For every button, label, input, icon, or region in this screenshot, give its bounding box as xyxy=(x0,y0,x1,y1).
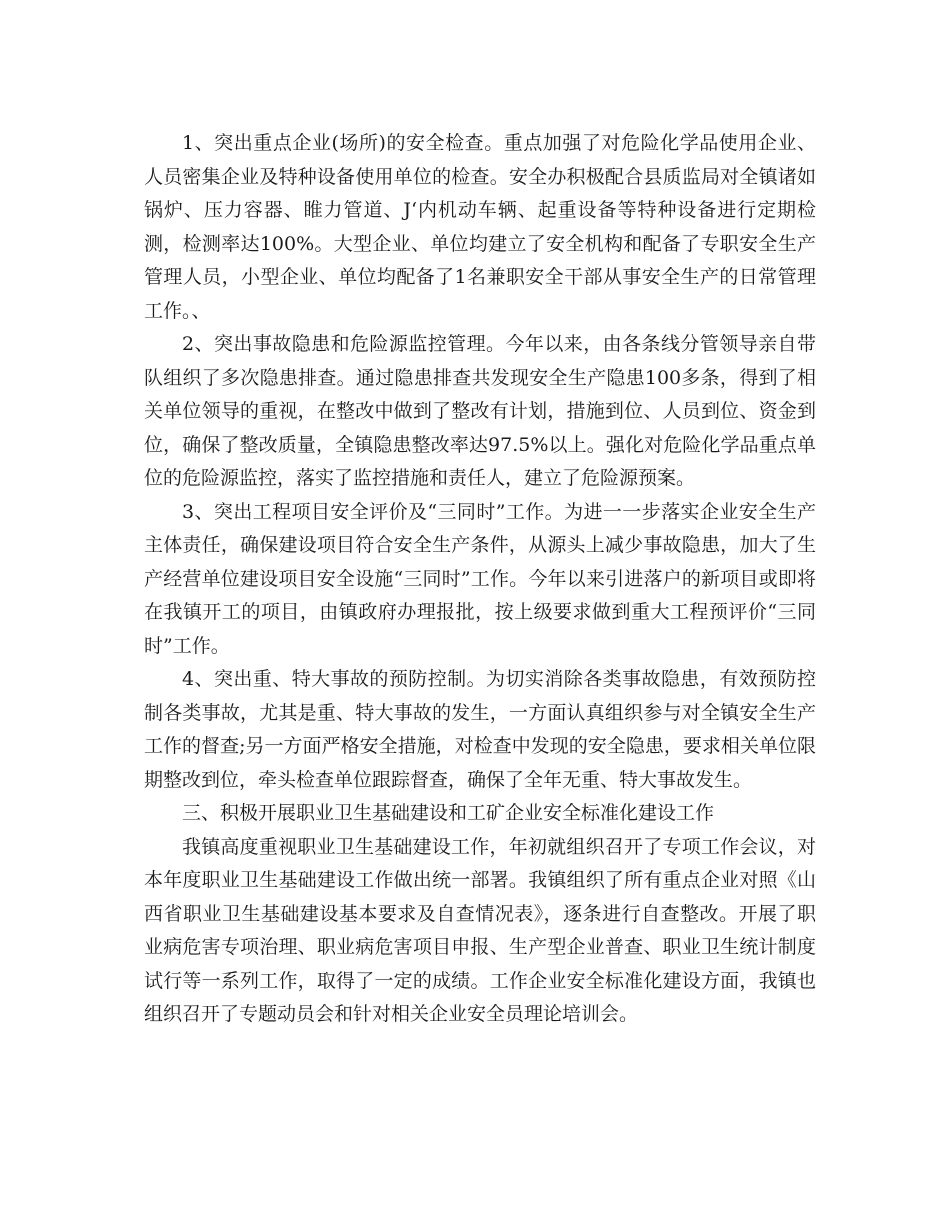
section-heading-occupational-health: 三、积极开展职业卫生基础建设和工矿企业安全标准化建设工作 xyxy=(182,802,715,824)
paragraph-hazard-monitoring: 2、突出事故隐患和危险源监控管理。今年以来，由各条线分管领导亲自带队组织了多次隐患排查。通过隐患排查共发现安全生产隐患100多条，得到了相关单位领导的重视，在整改中做到了整改有计划，措施到位、人员到位、资金到位，确保了整改质量，全镇隐患整改率达97.5%以上。强化对危险化学品重点单位的危险源监控，落实了监控措施和责任人，建立了危险源预案。 xyxy=(144,333,816,489)
paragraph-major-accident-prevention: 4、突出重、特大事故的预防控制。为切实消除各类事故隐患，有效预防控制各类事故，尤其是重、特大事故的发生，一方面认真组织参与对全镇安全生产工作的督查;另一方面严格安全措施，对检查中发现的安全隐患，要求相关单位限期整改到位，牵头检查单位跟踪督查，确保了全年无重、特大事故发生。 xyxy=(144,668,816,791)
paragraph-key-enterprise-inspection: 1、突出重点企业(场所)的安全检查。重点加强了对危险化学品使用企业、人员密集企业及特种设备使用单位的检查。安全办积极配合县质监局对全镇诸如锅炉、压力容器、睢力管道、J‘内机动车辆、起重设备等特种设备进行定期检测，检测率达100%。大型企业、单位均建立了安全机构和配备了专职安全生产管理人员，小型企业、单位均配备了1名兼职安全干部从事安全生产的日常管理工作。、 xyxy=(144,132,816,322)
paragraph-occupational-health-work: 我镇高度重视职业卫生基础建设工作，年初就组织召开了专项工作会议，对本年度职业卫生基础建设工作做出统一部署。我镇组织了所有重点企业对照《山西省职业卫生基础建设基本要求及自查情况表》，逐条进行自查整改。开展了职业病危害专项治理、职业病危害项目申报、生产型企业普查、职业卫生统计制度试行等一系列工作，取得了一定的成绩。工作企业安全标准化建设方面，我镇也组织召开了专题动员会和针对相关企业安全员理论培训会。 xyxy=(144,835,816,1025)
document-body xyxy=(144,127,816,1032)
paragraph-project-safety-evaluation: 3、突出工程项目安全评价及“三同时”工作。为进一一步落实企业安全生产主体责任，确保建设项目符合安全生产条件，从源头上减少事故隐患，加大了生产经营单位建设项目安全设施“三同时”工作。今年以来引进落户的新项目或即将在我镇开工的项目，由镇政府办理报批，按上级要求做到重大工程预评价“三同时”工作。 xyxy=(144,500,816,657)
